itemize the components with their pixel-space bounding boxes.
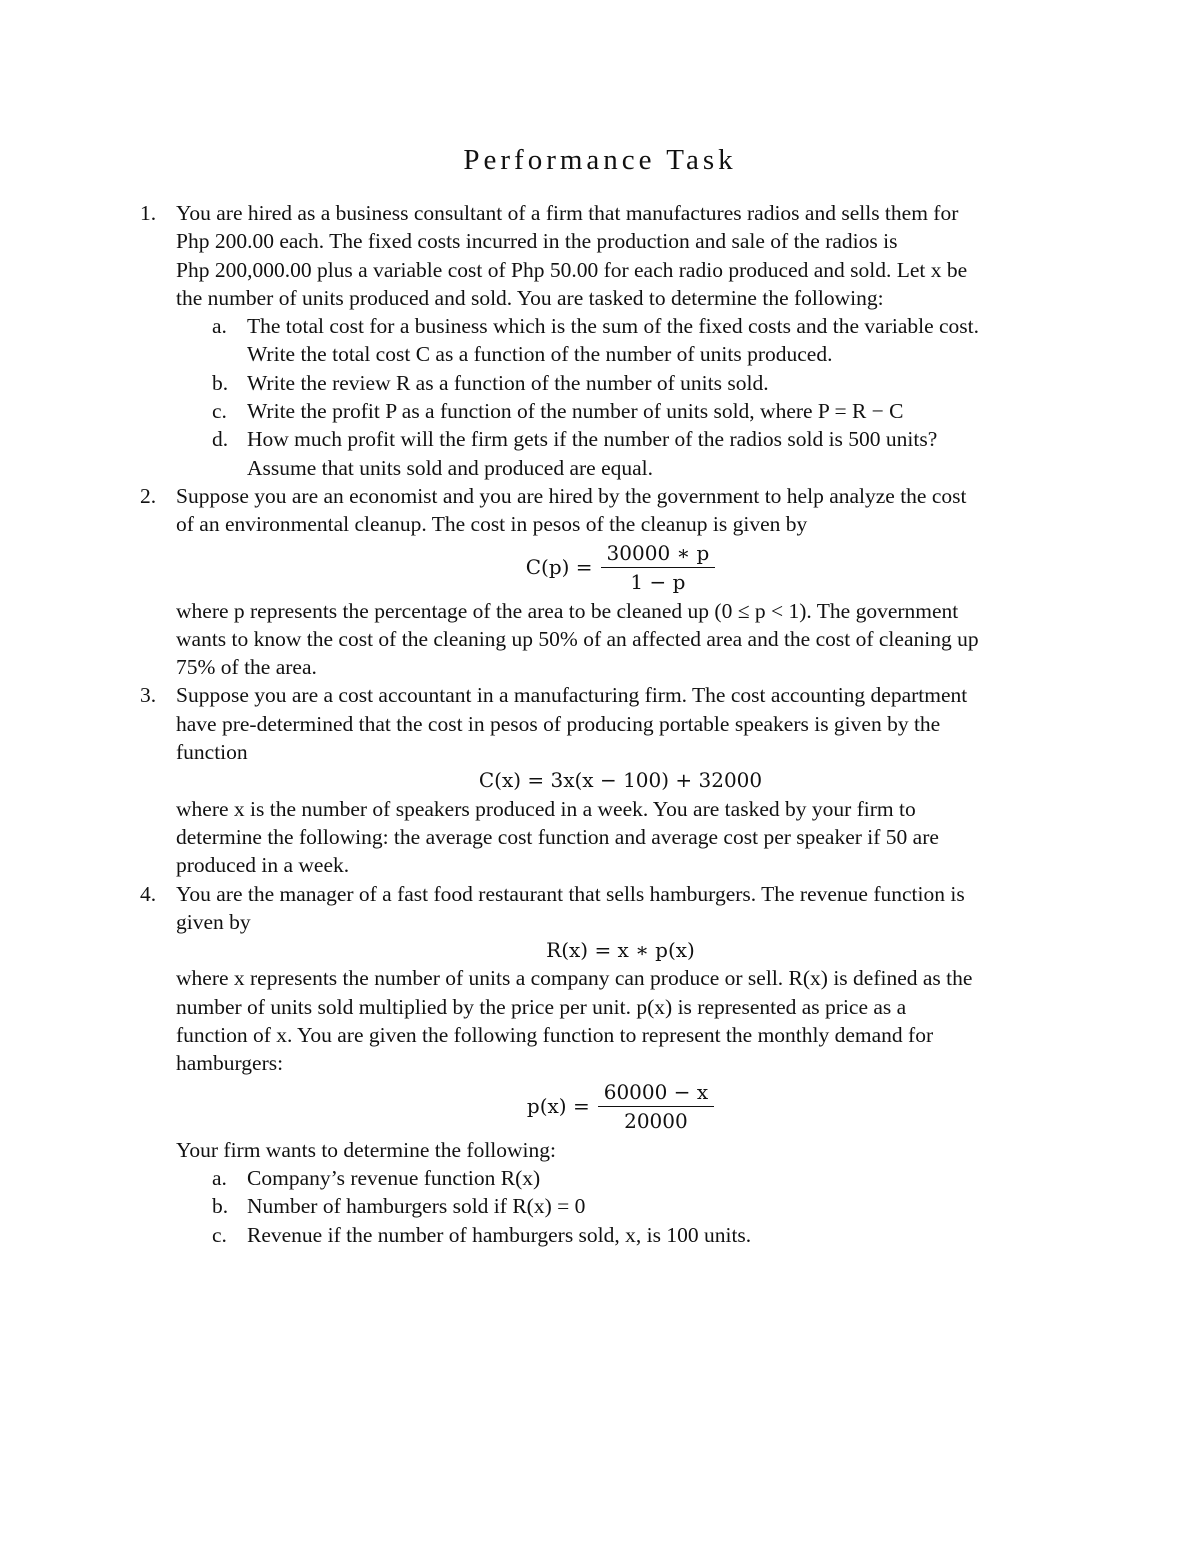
paragraph-line: The total cost for a business which is the sum of the fixed costs and the variable cost. xyxy=(247,314,980,339)
item-number: 1. xyxy=(140,201,157,225)
paragraph-line: Write the profit P as a function of the number of units sold, where P = R − C xyxy=(247,399,904,424)
formula-fraction xyxy=(601,540,716,596)
item-number: 3. xyxy=(140,683,157,708)
sub-item-letter: b. xyxy=(212,370,229,395)
sub-item-4a xyxy=(140,1164,1065,1192)
sub-item-letter: d. xyxy=(212,427,229,452)
paragraph-line: Company’s revenue function R(x) xyxy=(247,1165,541,1190)
paragraph-line: Number of hamburgers sold if R(x) = 0 xyxy=(247,1194,586,1219)
sub-item-letter: a. xyxy=(212,1165,227,1190)
paragraph-line: Php 200,000.00 plus a variable cost of Php 50.00 for each radio produced and sold. Let x be xyxy=(176,257,968,282)
sub-item-letter: b. xyxy=(212,1194,229,1219)
paragraph-line: where p represents the percentage of the area to be cleaned up (0 ≤ p < 1). The government xyxy=(176,598,959,623)
formula-numerator: 60000 − x xyxy=(598,1079,714,1107)
paragraph-line: given by xyxy=(176,909,251,934)
task-list xyxy=(140,199,1065,1249)
paragraph-line: function of x. You are given the following function to represent the monthly demand for xyxy=(176,1023,934,1048)
paragraph-line: You are the manager of a fast food restaurant that sells hamburgers. The revenue function is xyxy=(176,881,965,906)
formula-fraction xyxy=(598,1079,714,1135)
cost-formula xyxy=(176,539,1065,597)
paragraph-line: number of units sold multiplied by the price per unit. p(x) is represented as price as a xyxy=(176,994,907,1019)
paragraph-line: Write the review R as a function of the number of units sold. xyxy=(247,370,769,395)
formula-lhs: C(p) = xyxy=(525,555,593,580)
revenue-equation: R(x) = x ∗ p(x) xyxy=(546,938,695,963)
formula-lhs: p(x) = xyxy=(526,1094,590,1119)
paragraph-line: function xyxy=(176,740,248,765)
paragraph-line: the number of units produced and sold. You are tasked to determine the following: xyxy=(176,285,884,310)
sub-item-letter: c. xyxy=(212,1222,227,1247)
paragraph-line: of an environmental cleanup. The cost in pesos of the cleanup is given by xyxy=(176,512,808,537)
paragraph-line: Write the total cost C as a function of the number of units produced. xyxy=(247,342,833,367)
paragraph-line: You are hired as a business consultant of a firm that manufactures radios and sells them for xyxy=(176,201,959,225)
task-item-4 xyxy=(140,880,1065,1164)
paragraph-line: Suppose you are a cost accountant in a manufacturing firm. The cost accounting department xyxy=(176,683,968,708)
paragraph-line: Your firm wants to determine the following: xyxy=(176,1137,556,1162)
paragraph-line: where x represents the number of units a company can produce or sell. R(x) is defined as the xyxy=(176,966,973,991)
paragraph-line: Revenue if the number of hamburgers sold, x, is 100 units. xyxy=(247,1222,752,1247)
task-item-1 xyxy=(140,199,1065,312)
paragraph-line: Php 200.00 each. The fixed costs incurred in the production and sale of the radios is xyxy=(176,229,898,254)
item-number: 4. xyxy=(140,881,157,906)
paragraph-line: How much profit will the firm gets if the number of the radios sold is 500 units? xyxy=(247,427,938,452)
paragraph-line: Suppose you are an economist and you are hired by the government to help analyze the cost xyxy=(176,483,967,508)
paragraph-line: produced in a week. xyxy=(176,853,350,878)
sub-item-letter: a. xyxy=(212,314,227,339)
formula-denominator: 1 − p xyxy=(630,569,686,594)
task-item-2 xyxy=(140,482,1065,681)
paragraph-line: determine the following: the average cost function and average cost per speaker if 50 are xyxy=(176,824,939,849)
formula-numerator: 30000 ∗ p xyxy=(601,540,716,568)
sub-item-1d xyxy=(140,425,1065,482)
paragraph-line: wants to know the cost of the cleaning up 50% of an affected area and the cost of cleaning up xyxy=(176,626,979,651)
page-title: Performance Task xyxy=(463,144,737,176)
cost-equation: C(x) = 3x(x − 100) + 32000 xyxy=(478,768,763,793)
demand-formula xyxy=(176,1078,1065,1136)
paragraph-line: 75% of the area. xyxy=(176,655,317,680)
sub-item-letter: c. xyxy=(212,399,227,424)
paragraph-line: Assume that units sold and produced are equal. xyxy=(247,455,654,480)
paragraph-line: where x is the number of speakers produced in a week. You are tasked by your firm to xyxy=(176,796,916,821)
sub-item-1a xyxy=(140,312,1065,369)
sub-item-1c xyxy=(140,397,1065,425)
item-number: 2. xyxy=(140,483,157,508)
task-item-3 xyxy=(140,681,1065,879)
sub-item-4b xyxy=(140,1192,1065,1220)
sub-item-4c xyxy=(140,1221,1065,1249)
paragraph-line: have pre-determined that the cost in pesos of producing portable speakers is given by the xyxy=(176,711,941,736)
sub-item-1b xyxy=(140,369,1065,397)
paragraph-line: hamburgers: xyxy=(176,1051,284,1076)
formula-denominator: 20000 xyxy=(624,1108,688,1133)
